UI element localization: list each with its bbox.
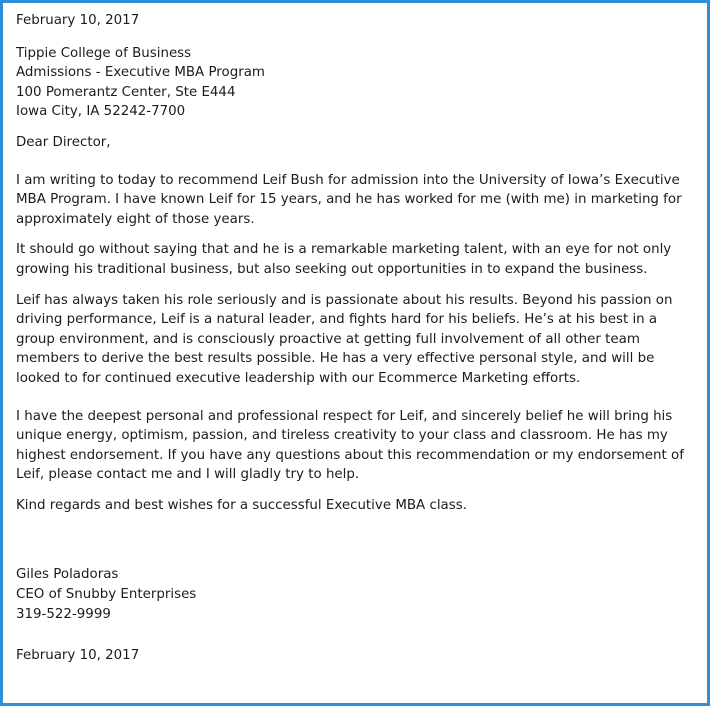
- salutation: Dear Director,: [16, 134, 111, 150]
- body-paragraph: I am writing to today to recommend Leif Bush for admission into the University of Iowa’s Executive MBA Program. I have known Leif for 15 years, and he has worked for me (with me) in marketing for approximately eight of those years.: [16, 172, 682, 227]
- recipient-address: [16, 44, 696, 122]
- signer-name: Giles Poladoras: [16, 567, 119, 583]
- recommendation-letter: [16, 11, 696, 666]
- letter-date-repeat: February 10, 2017: [16, 648, 140, 664]
- recipient-line: Tippie College of Business: [16, 45, 192, 61]
- body-paragraph: It should go without saying that and he is a remarkable marketing talent, with an eye for not only growing his traditional business, but also seeking out opportunities in to expand the business.: [16, 242, 672, 277]
- body-paragraph: I have the deepest personal and professional respect for Leif, and sincerely belief he will bring his unique energy, optimism, passion, and tireless creativity to your class and classroom. He has my highest endorsement. If you have any questions about this recommendation or my endorsement of Leif, please contact me and I will gladly try to help.: [16, 408, 684, 483]
- recipient-line: Admissions - Executive MBA Program: [16, 65, 265, 81]
- letter-date: February 10, 2017: [16, 13, 140, 28]
- body-paragraph: Leif has always taken his role seriously and is passionate about his results. Beyond his passion on driving performance, Leif is a natural leader, and fights hard for his beliefs. He’s at his best in a group environment, and is consciously proactive at getting full involvement of all other team members to derive the best results possible. He has a very effective personal style, and will be looked to for continued executive leadership with our Ecommerce Marketing efforts.: [16, 292, 673, 386]
- signer-title: CEO of Snubby Enterprises: [16, 587, 197, 603]
- closing-line: Kind regards and best wishes for a successful Executive MBA class.: [16, 497, 467, 513]
- signer-phone: 319-522-9999: [16, 606, 111, 622]
- signature-block: [16, 565, 696, 624]
- recipient-line: 100 Pomerantz Center, Ste E444: [16, 84, 236, 100]
- recipient-line: Iowa City, IA 52242-7700: [16, 104, 186, 120]
